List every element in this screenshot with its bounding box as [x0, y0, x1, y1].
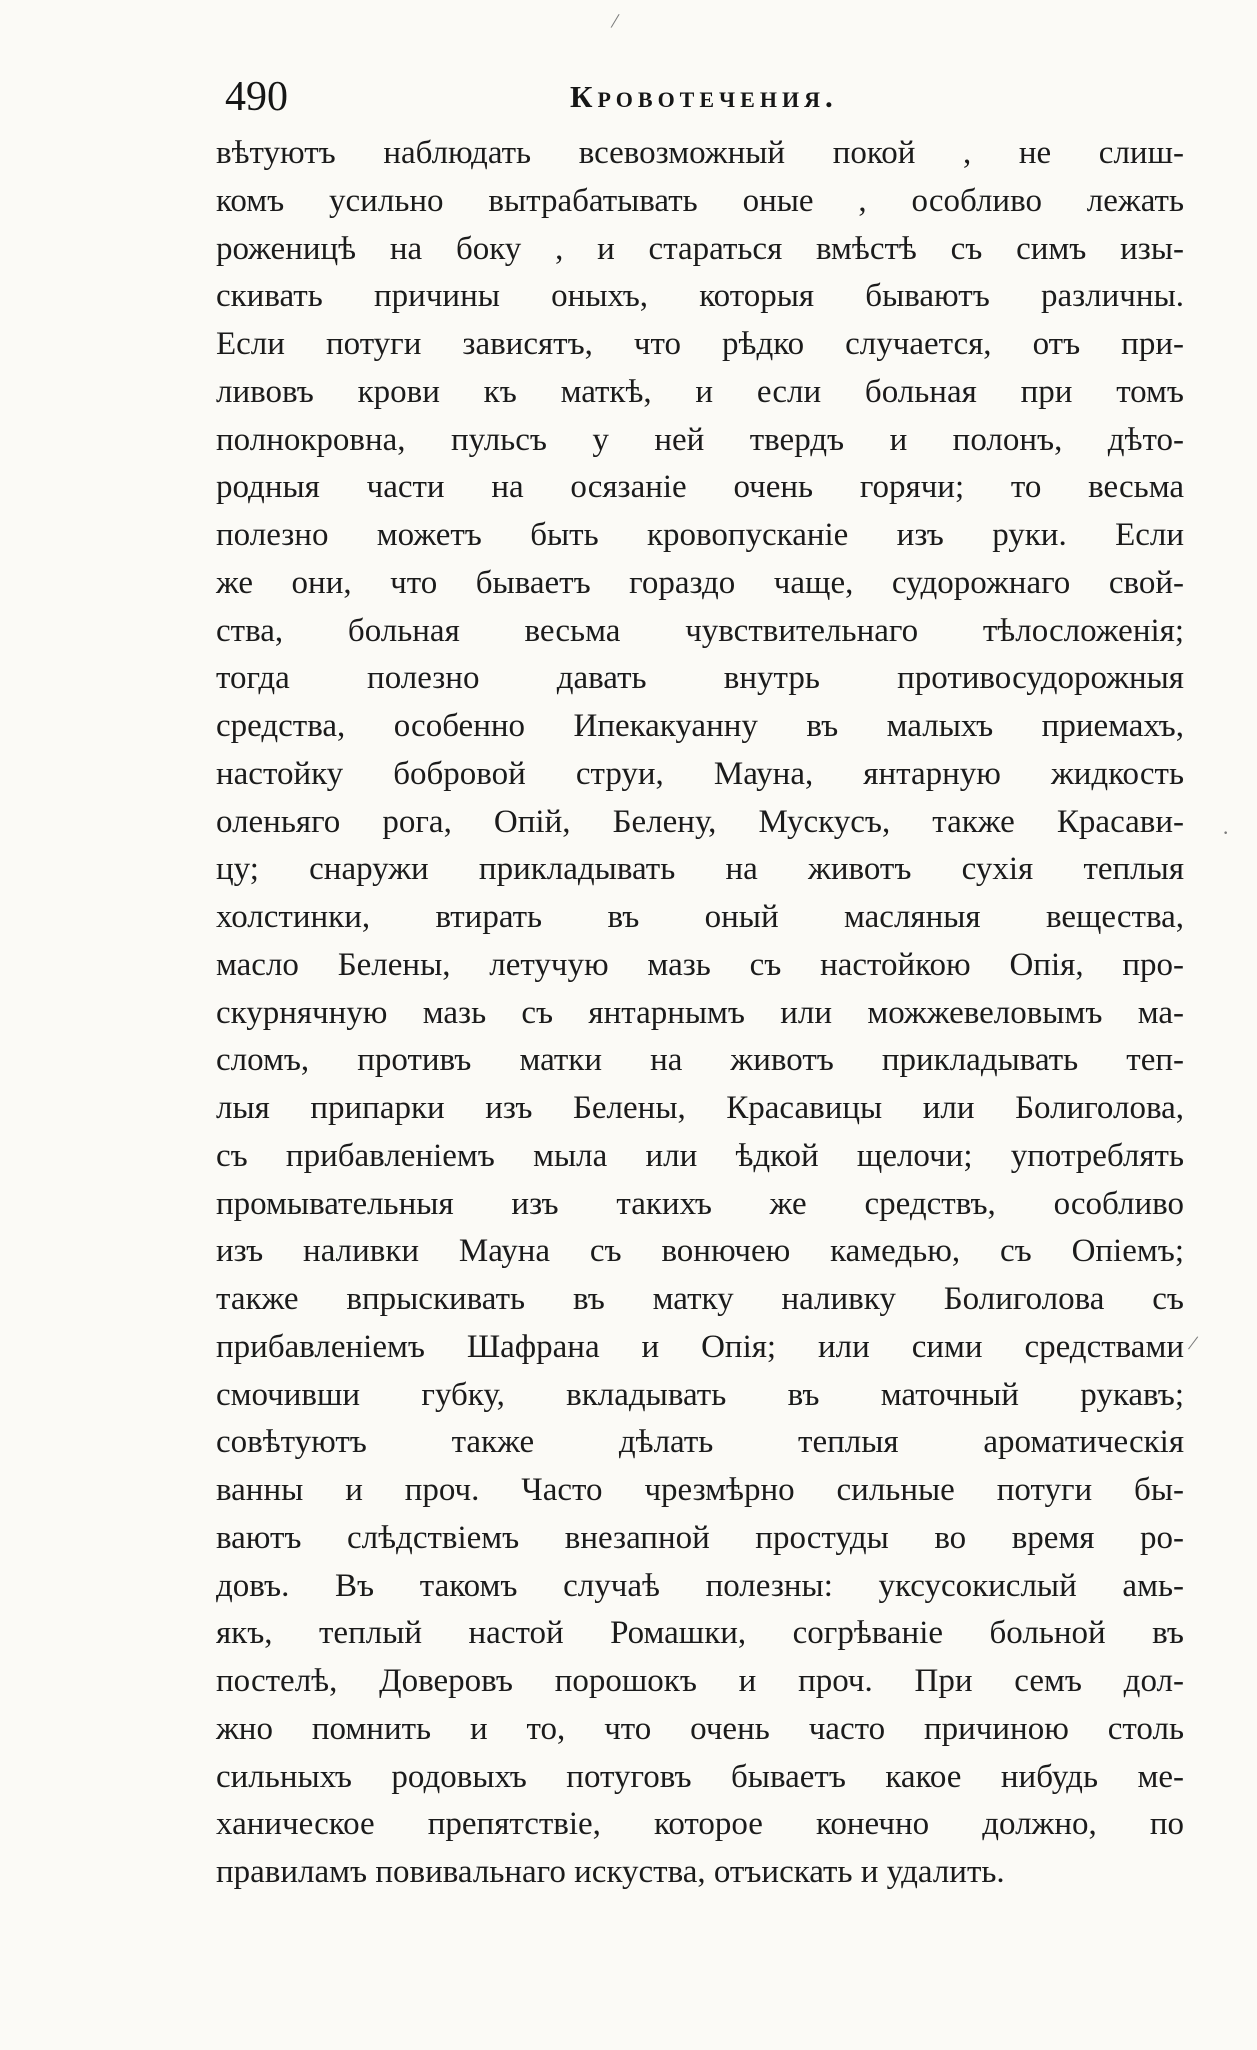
text-line: сломъ, противъ матки на животъ прикладывать теп- — [216, 1042, 1184, 1079]
text-line: ства, больная весьма чувствительнаго тѣлосложенія; — [216, 612, 1184, 649]
text-line: лыя припарки изъ Белены, Красавицы или Болиголова, — [216, 1090, 1184, 1126]
margin-mark: · — [1222, 820, 1230, 845]
text-line: также впрыскивать въ матку наливку Болиголова съ — [216, 1281, 1184, 1317]
text-line: постелѣ, Доверовъ порошокъ и проч. При семъ дол- — [216, 1663, 1184, 1699]
page-header — [225, 72, 1195, 122]
text-line: цу; снаружи прикладывать на животъ сухія теплыя — [216, 851, 1184, 888]
text-line: ханическое препятствіе, которое конечно должно, по — [216, 1806, 1184, 1843]
text-line: вѣтуютъ наблюдать всевозможный покой , не слиш- — [216, 135, 1184, 171]
text-line: оленьяго рога, Опій, Белену, Мускусъ, также Красави- — [216, 803, 1184, 840]
running-title: Кровотечения. — [570, 79, 838, 114]
text-line: полнокровна, пульсъ у ней твердъ и полонъ, дѣто- — [216, 421, 1184, 458]
text-line: холстинки, втирать въ оный масляныя вещества, — [216, 899, 1184, 935]
text-line: комъ усильно вытрабатывать оные , особливо лежать — [216, 182, 1184, 219]
text-line: Если потуги зависятъ, что рѣдко случается, отъ при- — [216, 326, 1184, 362]
margin-mark: / — [609, 7, 621, 34]
body-text — [216, 130, 1184, 1897]
text-line: настойку бобровой струи, Мауна, янтарную жидкость — [216, 755, 1184, 792]
text-line: промывательныя изъ такихъ же средствъ, особливо — [216, 1185, 1184, 1222]
text-line: довъ. Въ такомъ случаѣ полезны: уксусокислый амь- — [216, 1567, 1184, 1604]
text-line: родныя части на осязаніе очень горячи; то весьма — [216, 469, 1184, 506]
text-line: съ прибавленіемъ мыла или ѣдкой щелочи; употреблять — [216, 1137, 1184, 1174]
text-line: средства, особенно Ипекакуанну въ малыхъ приемахъ, — [216, 708, 1184, 744]
text-line: правиламъ повивальнаго искуства, отъискать и удалить. — [216, 1854, 1005, 1890]
text-line: прибавленіемъ Шафрана и Опія; или сими средствами — [216, 1328, 1184, 1365]
text-line: скурнячную мазь съ янтарнымъ или можжевеловымъ ма- — [216, 994, 1184, 1031]
text-line: изъ наливки Мауна съ вонючею камедью, съ Опіемъ; — [216, 1233, 1184, 1270]
text-line: роженицѣ на боку , и стараться вмѣстѣ съ симъ изы- — [216, 230, 1184, 267]
text-line: полезно можетъ быть кровопусканіе изъ руки. Если — [216, 517, 1184, 553]
text-line: якъ, теплый настой Ромашки, согрѣваніе больной въ — [216, 1615, 1184, 1652]
text-line: жно помнить и то, что очень часто причиною столь — [216, 1710, 1184, 1747]
margin-mark: / — [1186, 1329, 1200, 1356]
text-line: совѣтуютъ также дѣлать теплыя ароматическія — [216, 1424, 1184, 1461]
text-line: ливовъ крови къ маткѣ, и если больная при томъ — [216, 373, 1184, 410]
text-line: тогда полезно давать внутрь противосудорожныя — [216, 660, 1184, 697]
text-line: ванны и проч. Часто чрезмѣрно сильные потуги бы- — [216, 1472, 1184, 1508]
text-line: же они, что бываетъ гораздо чаще, судорожнаго свой- — [216, 564, 1184, 601]
text-line: ваютъ слѣдствіемъ внезапной простуды во время ро- — [216, 1519, 1184, 1556]
text-line: сильныхъ родовыхъ потуговъ бываетъ какое нибудь ме- — [216, 1758, 1184, 1795]
text-line: масло Белены, летучую мазь съ настойкою Опія, про- — [216, 946, 1184, 983]
text-line: скивать причины оныхъ, которыя бываютъ различны. — [216, 278, 1184, 315]
page-number: 490 — [225, 74, 288, 120]
text-line: смочивши губку, вкладывать въ маточный рукавъ; — [216, 1376, 1184, 1413]
